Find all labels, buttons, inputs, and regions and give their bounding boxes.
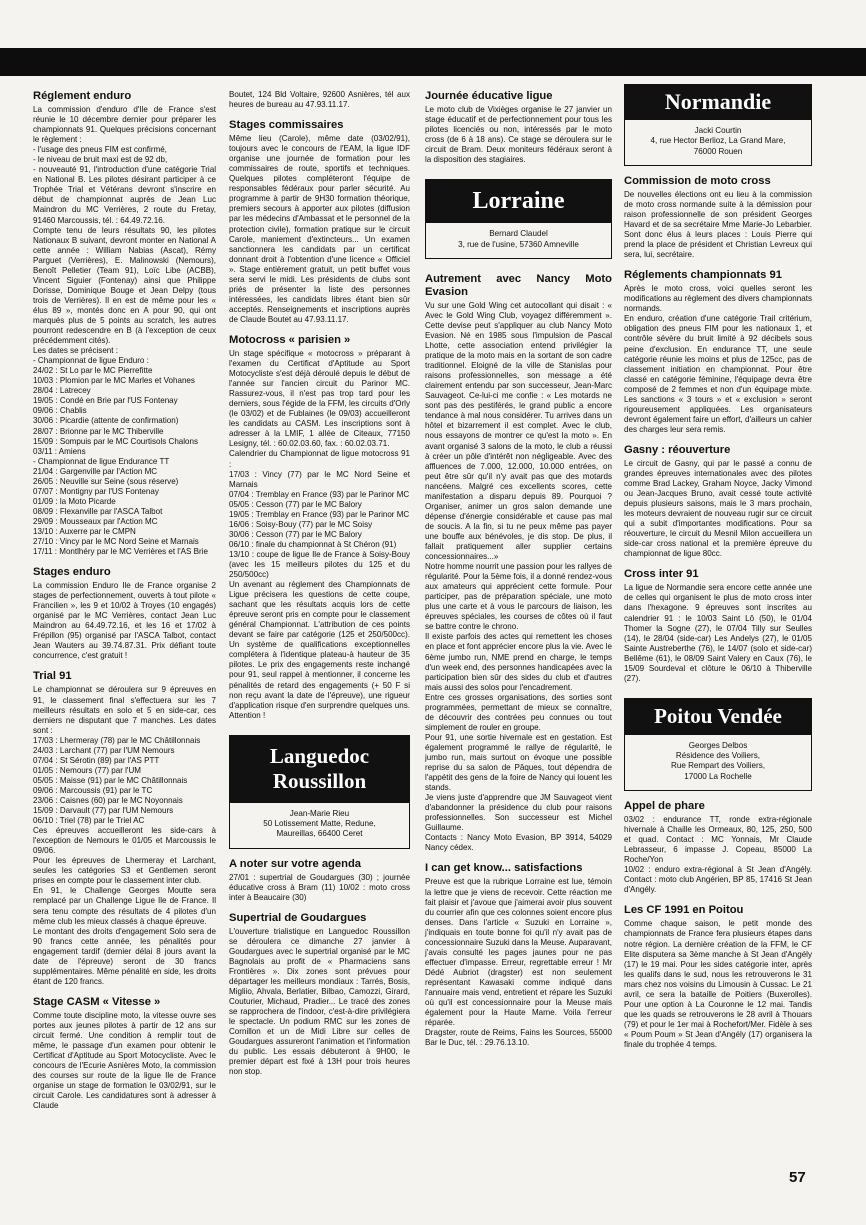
contact-address: 3, rue de l'usine, 57360 Amneville xyxy=(458,239,579,249)
heading-trial-91: Trial 91 xyxy=(33,670,72,683)
date-line: 19/05 : Condé en Brie par l'US Fontenay xyxy=(33,396,178,406)
date-line: - Championnat de ligue Enduro : xyxy=(33,356,149,366)
date-line: - Championnat de ligue Endurance TT xyxy=(33,456,170,466)
date-line: 01/05 : Nemours (77) par l'UM xyxy=(33,765,141,775)
page-number: 57 xyxy=(789,1169,806,1186)
paragraph: Je viens juste d'apprendre que JM Sauvageot vient d'abandonner la présidence du club pour raisons professionnelles. Son successeur est Michel Guillaume. xyxy=(425,793,612,833)
column-3 xyxy=(425,90,612,1048)
region-title: Lorraine xyxy=(426,180,611,223)
paragraph: - le niveau de bruit maxi est de 92 db, xyxy=(33,155,168,165)
paragraph: Le circuit de Gasny, qui par le passé a connu de grandes épreuves internationales avec des pilotes comme Brad Lackey, Graham Noyce, Jacky Vimond ou Jean-Jacques Bruno, avait cessé toute activité depuis plusieurs saisons, mais le 3 mars prochain, les moteurs devraient de nouveau rugir sur ce circuit qui a subit d'importantes modifications. Pour sa réouverture, le circuit du Mesnil Milon accueillera un side-car cross national et la première épreuve du championnat de ligue 80cc. xyxy=(624,458,812,559)
paragraph: Les dates se précisent : xyxy=(33,346,118,356)
date-line: 24/02 : St Lo par le MC Pierrefitte xyxy=(33,366,153,376)
enduro-dates-list xyxy=(33,356,216,557)
paragraph: Pour 91, une sortie hivernale est en gestation. Est également programmé le rallye de régularité, le jumbo run, mais surtout on évoque une possible reprise du sa salon de Pâques, tout dépendra de l'appétit des gens de la foire de Nancy qui louent les stands. xyxy=(425,732,612,793)
paragraph: Un stage spécifique « motocross » préparant à l'examen du Certificat d'Aptitude au Sport Motocycliste s'est déjà déroulé depuis le début de l'année sur l'ancien circuit du Parinor MC. Rassurez-vous, il n'est pas trop tard pour les derniers, sous l'égide de la FFM, les circuits d'Orly (le 03/02) et de Fublaines (le 09/03) accueilleront les candidats au CASM. Les inscriptions sont à adresser à la LMIF, 1 allée de Citeaux, 77150 Lesigny, tél. : 60.02.03.60, fax. : 60.02.03.71. xyxy=(229,348,410,449)
date-line: 26/05 : Neuville sur Seine (sous réserve) xyxy=(33,476,179,486)
paragraph: Un avenant au règlement des Championnats de Ligue précisera les questions de cette coupe, sachant que les résultats acquis lors de cette épreuve seront pris en compte pour le classement général Championnat. L'attribution de ces points devant se faire par catégorie (125 et 250/500cc). Un système de qualifications exceptionnelles complétera à l'identique plateau-à hauteur de 35 pilotes. Le prix des engagements reste inchangé pour 91, seul rappel à mentionner, il concerne les pénalités de retard des engagements (+ 50 F si non reçu avant la date de l'épreuve), une rigueur d'application risque d'en surprendre quelques uns. Attention ! xyxy=(229,580,410,720)
contact-address: 4, rue Hector Berlioz, La Grand Mare, xyxy=(650,136,786,146)
heading-supertrial: Supertrial de Goudargues xyxy=(229,911,367,924)
paragraph: Notre homme nourrit une passion pour les rallyes de régularité. Pour la 5ème fois, il a donné rendez-vous aux amateurs qui apprécient cette formule. Pour participer, pas de préparation spéciale, une moto plus une carte et à vous le parcours de liaison, les épreuves spéciales, les courses de côtes où il faut se battre contre le chrono. xyxy=(425,562,612,632)
date-line: 17/03 : Lhermeray (78) par le MC Châtillonnais xyxy=(33,735,201,745)
date-line: 09/06 : Chablis xyxy=(33,406,87,416)
heading-reglements-championnats: Réglements championnats 91 xyxy=(624,269,782,282)
date-line: 28/07 : Brionne par le MC Thiberville xyxy=(33,426,164,436)
heading-stages-enduro: Stages enduro xyxy=(33,566,111,579)
trial-dates-list xyxy=(33,736,216,826)
paragraph: La commission Enduro Ile de France organise 2 stages de perfectionnement, ouverts à tout pilote « Francilien », les 9 et 10/02 à Troyes (10 engagés) organisé par le MC Verrières, contact Jean Luc Maindron au 64.49.72.16, et les 16 et 17/02 à Frépillon (95) organisé par l'ASCA Talbot, contact Jean Wauters au 39.74.87.31. Prix défiant toute concurrence, c'est gratuit ! xyxy=(33,581,216,661)
date-line: 01/09 : la Moto Picarde xyxy=(33,496,116,506)
date-line: 07/04 : St Sérotin (89) par l'AS PTT xyxy=(33,755,160,765)
date-line: 16/06 : Soisy-Bouy (77) par le MC Soisy xyxy=(229,519,373,529)
heading-stages-commissaires: Stages commissaires xyxy=(229,119,344,132)
paragraph: Dragster, route de Reims, Fains les Sources, 55000 Bar le Duc, tél. : 29.76.13.10. xyxy=(425,1028,612,1048)
paragraph: - l'usage des pneus FIM est confirmé, xyxy=(33,145,167,155)
paragraph: Même lieu (Carole), même date (03/02/91), toujours avec le concours de l'EAM, la ligue IDF organise une journée de formation pour les commissaires de route, sportifs et techniques. Quelques pilotes compléteront l'équipe de responsables fédéraux pour parler sécurité. Au programme à partir de 9H30 formation théorique, premiers secours à apporter aux pilotes (diffusion par les médecins d'Ambassat et le personnel de la protection civile), formation pratique sur le circuit Carole, maniement d'extincteurs... Un examen sanctionnera les candidats par un certificat donnant droit à l'obtention d'une licence « Officiel ». Stage entièrement gratuit, un petit buffet vous sera servi le midi. Les présidents de clubs sont priés de présenter la liste des personnes intéressées, les candidats libres étant bien sûr acceptés. Renseignements et inscriptions auprès de Claude Boutet au 47.93.11.17. xyxy=(229,134,410,324)
paragraph: Boutet, 124 Bld Voltaire, 92600 Asnières, tél aux heures de bureau au 47.93.11.17. xyxy=(229,90,410,110)
contact-city: Maureillas, 66400 Ceret xyxy=(276,829,363,839)
date-line: 13/10 : Auxerre par le CMPN xyxy=(33,526,136,536)
heading-appel-de-phare: Appel de phare xyxy=(624,800,705,813)
heading-motocross-parisien: Motocross « parisien » xyxy=(229,333,351,346)
region-title xyxy=(230,736,409,803)
date-line: 06/10 : Triel (78) par le Triel AC xyxy=(33,816,145,826)
heading-nancy-moto-evasion: Autrement avec Nancy Moto Evasion xyxy=(425,272,612,298)
contact-name: Bernard Claudel xyxy=(489,229,548,239)
date-line: 03/11 : Amiens xyxy=(33,446,86,456)
region-box-lorraine xyxy=(425,179,612,259)
heading-agenda: A noter sur votre agenda xyxy=(229,857,361,870)
contact-city: 76000 Rouen xyxy=(693,146,743,156)
heading-journee-educative: Journée éducative ligue xyxy=(425,90,553,102)
paragraph: 10/02 : enduro extra-régional à St Jean d'Angély. Contact : moto club Angérien, BP 85, 17416 St Jean d'Angély. xyxy=(624,865,812,895)
top-black-banner xyxy=(0,48,866,76)
date-line: 27/10 : Vincy par le MC Nord Seine et Marnais xyxy=(33,537,199,547)
contact-address: Résidence des Voiliers, xyxy=(675,751,761,761)
contact-address: 50 Lotissement Matte, Redune, xyxy=(263,819,376,829)
paragraph: De nouvelles élections ont eu lieu à la commission de moto cross normande suite à la démission pour raison professionnelle de son président Georges Havard et de sa secrétaire Mme Marie-Jo Lebarbier. Sont donc élus à leurs places : Louis Pierre qui prend la place de président et Christian Levreux qui sera, lui, secrétaire. xyxy=(624,189,812,260)
paragraph: L'ouverture trialistique en Languedoc Roussillon se déroulera ce dimanche 27 janvier à Goudargues avec le supertrial organisé par le MC Bagnolais au profit de « Pharmaciens sans Frontières ». Dix zones sont prévues pour départager les meilleurs mondiaux : Tarrés, Bosis, Migliio, Ahvala, Berlatier, Bilbao, Camozzi, Girard, Couturier, Michaud, Pradier... Le tracé des zones se rapprochera de l'indoor, c'est-à-dire privilégiera le spectacle. Un podium RMC sur les zones de Cornillon et un de Midi Libre sur celles de Goudargues assureront l'animation et l'information du public. Les essais débuteront à 9H00, le premier départ est fixé à 13H pour trois heures non stop. xyxy=(229,926,410,1077)
contact-name: Georges Delbos xyxy=(688,740,748,750)
date-line: 29/09 : Mousseaux par l'Action MC xyxy=(33,516,158,526)
region-title: Normandie xyxy=(625,85,811,120)
contact-name: Jean-Marie Rieu xyxy=(289,808,350,818)
date-line: 10/03 : Plomion par le MC Marles et Vohanes xyxy=(33,376,195,386)
contact-city: 17000 La Rochelle xyxy=(684,771,752,781)
paragraph: En enduro, création d'une catégorie Trail critérium, obligation des pneus FIM pour les nationaux 1, et contrôle sévère du bruit limité à 92 décibels sous peine d'exclusion. En endurance TT, une seule catégorie réunie les moins et plus de 125cc, pas de classement initiation en championnat. Pour être classé en catégorie féminine, l'équipage devra être composé de 2 femmes et non d'un équipage mixte. Les sanctions « 3 tours » et « exclusion » seront rigoureusement appliquées. Les organisateurs devront également faire un effort, d'ailleurs un cahier des charges leur sera remis. xyxy=(624,314,812,434)
date-line: 28/04 : Latrecey xyxy=(33,386,91,396)
paragraph: 27/01 : supertrial de Goudargues (30) ; journée éducative cross à Bram (11) 10/02 : moto cross inter à Beaucaire (30) xyxy=(229,872,410,902)
region-title-line: Languedoc xyxy=(269,743,370,768)
contact-address: Rue Rempart des Voiliers, xyxy=(670,761,766,771)
motocross-dates-list xyxy=(229,470,410,581)
date-line: 21/04 : Gargenville par l'Action MC xyxy=(33,466,158,476)
heading-commission-moto-cross: Commission de moto cross xyxy=(624,174,771,187)
column-4 xyxy=(624,84,812,1050)
date-line: 15/09 : Sompuis par le MC Courtisols Chalons xyxy=(33,436,199,446)
date-line: 05/05 : Cesson (77) par le MC Balory xyxy=(229,499,362,509)
date-line: 08/09 : Flexanville par l'ASCA Talbot xyxy=(33,506,163,516)
paragraph: Pour les épreuves de Lhermeray et Larchant, seules les catégories S3 et Gentlemen seront prises en compte pour le classement inter club. xyxy=(33,856,216,886)
contact-name: Jacki Courtin xyxy=(694,126,742,135)
region-box-languedoc xyxy=(229,735,410,849)
heading-reglement-enduro: Réglement enduro xyxy=(33,90,132,102)
paragraph: La commission d'enduro d'Ile de France s'est réunie le 10 décembre dernier pour préparer les championnats 91. Quelques précisions concernant le règlement : xyxy=(33,105,216,145)
region-contact xyxy=(625,120,811,165)
column-2 xyxy=(229,90,410,1077)
paragraph: Vu sur une Gold Wing cet autocollant qui disait : « Avec le Gold Wing Club, voyagez différemment ». Cette devise peut s'appliquer au club Nancy Moto Evasion. Né en 1985 sous l'impulsion de Pascal Lhotte, cette association entend privilégier la pratique de la moto mais en la sortant de son cadre traditionnel. Eloigné de la ville de Stanislas pour raisons professionnelles, son message a été clairement entendu par son successeur, Jean-Marc Sauvageot. Ce-lui-ci me confie : « Les motards ne sont pas des pestiférés, le grand public a encore tendance à mal nous considérer. Tu arrives dans un hôtel et bizarrement il est complet. Avec le club, nous essayons de montrer ce qu'est la moto ». En avant organisé 3 salons de la moto, le club a réussi à créer un pôle d'intérêt non négligeable. Avec des affluences de 7.000, 12.000, 10.000 entrées, on peut être sûr qu'il n'y avait pas que des motards nancéens. Malgré ces excellents scores, cette manifestation a disparu depuis 89. Pourquoi ? Organiser, animer un gros salon demande une dépense d'énergie considérable et cause pas mal de soucis. A la fin, si tu ne peux même pas payer une bouffe aux bénévoles, je dis stop. De plus, il fallait pratiquement aller supplier certains concessionnaires...» xyxy=(425,300,612,562)
paragraph: Compte tenu de leurs résultats 90, les pilotes Nationaux B suivant, devront monter en National A cette année : William Nabias (Ascat), Rémy Parguet (Verrières), E. Malinowski (Nemours), Benoît Pelletier (Team 91), Loïc Libe (ACBB), Vincent Siguier (Fontenay) ainsi que Philippe Dorisse, Dominique Bouge et Jean Delpy (tous trois de Verrières). Il en est de même pour les « élus 89 », montés donc en A pour 90, qui ont marqués plus de 5 points au scratch, les autres pourront redescendre en B (à l'exception de ceux précédemment cités). xyxy=(33,225,216,346)
heading-stage-casm: Stage CASM « Vitesse » xyxy=(33,995,161,1008)
paragraph: Comme toute discipline moto, la vitesse ouvre ses portes aux jeunes pilotes à partir de 12 ans sur circuit fermé. Une condition à remplir tout de même, le passage d'un examen pour obtenir le Certificat d'Aptitude au Sport Motocycliste. Avec le concours de l'Ecurie Asnières Moto, la commission des courses sur route de la ligue Ile de France organise un stage de formation le 03/02/91, sur le circuit Carole. Les candidatures sont à adresser à Claude xyxy=(33,1010,216,1111)
paragraph: Contacts : Nancy Moto Evasion, BP 3914, 54029 Nancy cédex. xyxy=(425,833,612,853)
paragraph: Le championnat se déroulera sur 9 épreuves en 91, le classement final s'effectuera sur les 7 meilleurs résultats en solo et 5 en side-car, ces derniers ne disputant que 7 manches. Les dates sont : xyxy=(33,685,216,735)
date-line: 23/06 : Caisnes (60) par le MC Noyonnais xyxy=(33,796,183,805)
region-contact xyxy=(230,803,409,848)
date-line: 24/03 : Larchant (77) par l'UM Nemours xyxy=(33,745,175,755)
column-1 xyxy=(33,90,216,1111)
region-contact xyxy=(426,223,611,258)
date-line: 09/06 : Marcoussis (91) par le TC xyxy=(33,785,153,795)
date-line: 06/10 : finale du championnat à St Chéron (91) xyxy=(229,539,397,549)
date-line: 30/06 : Cesson (77) par le MC Balory xyxy=(229,529,362,539)
paragraph: La ligue de Normandie sera encore cette année une de celles qui organisent le plus de moto cross inter dans l'hexagone. 9 épreuves sont inscrites au calendrier 91 : le 10/03 Saint Lô (50), le 01/04 Thomer la Sogne (27), le 07/04 Tilly sur Seulles (14), le 28/04 (side-car) Les Andelys (27), le 01/05 Sainte Austreberthe (76), le 14/07 (solo et side-car) Bellême (61), le 08/09 Saint Valery en Caux (76), le 15/09 Sourdeval et clôture le 06/10 à Thiberville (27). xyxy=(624,583,812,683)
date-line: 07/07 : Montigny par l'US Fontenay xyxy=(33,486,159,496)
date-line: 30/06 : Picardie (attente de confirmation) xyxy=(33,416,179,426)
paragraph: En 91, le Challenge Georges Moutte sera remplacé par un Challenge Ligue Ile de France. Il sera tenu compte des résultats de 4 pilotes d'un même club les mieux classés à chaque épreuve. xyxy=(33,886,216,926)
paragraph: Preuve est que la rubrique Lorraine est lue, témoin la lettre que je viens de recevoir. Cette réaction me fait plaisir et j'avoue que j'aimerai avoir plus souvent du courrier afin que ces colonnes soient encore plus denses. Dans l'article « Suzuki en Lorraine », j'indiquais en toute bonne foi qu'il n'y avait pas de concessionnaire Suzuki dans la Meuse. Auparavant, j'avais consulté les pages jaunes pour ne pas effectuer d'impasse. Erreur, regrettable erreur ! Mr Dédé Aubriot (dragster) est non seulement représentant Kawasaki comme indiqué dans l'annuaire mais vend, entretient et répare les Suzuki où qu'il est concessionnaire pour la Meuse mais également pour la Haute Marne. Voila l'erreur réparée. xyxy=(425,877,612,1028)
paragraph: Le montant des droits d'engagement Solo sera de 90 francs cette année, les pénalités pour engagement tardif (dernier délai 8 jours avant la date de l'épreuve) seront de 30 francs supplémentaires. Même pénalité en side, les droits étant de 120 francs. xyxy=(33,926,216,986)
region-title: Poitou Vendée xyxy=(625,699,811,735)
paragraph: 03/02 : endurance TT, ronde extra-régionale hivernale à Chaille les Ormeaux, 80, 125, 250, 500 et quad. Contact : MC Yonnais, Mr Claude Lebrasseur, 6 impasse J. Copeau, 85000 La Roche/Yon xyxy=(624,815,812,865)
date-line: 17/11 : Montlhéry par le MC Verrières et l'AS Brie xyxy=(33,547,208,557)
date-line: 15/09 : Darvault (77) par l'UM Nemours xyxy=(33,806,174,816)
date-line: 07/04 : Tremblay en France (93) par le Parinor MC xyxy=(229,489,410,499)
region-title-line: Roussillon xyxy=(272,768,367,793)
date-line: 19/05 : Tremblay en France (93) par le Parinor MC xyxy=(229,509,410,519)
date-line: 05/05 : Maisse (91) par le MC Châtillonnais xyxy=(33,775,188,785)
heading-cf-1991-poitou: Les CF 1991 en Poitou xyxy=(624,904,744,917)
paragraph: Le moto club de Vixièges organise le 27 janvier un stage éducatif et de perfectionnement pour tous les pilotes licenciés ou non, intéressés par le moto cross (de 6 à 18 ans). Ce stage se déroulera sur le circuit de Bram. Deux moniteurs fédéraux seront à la disposition des stagiaires. xyxy=(425,105,612,165)
region-contact xyxy=(625,735,811,790)
paragraph: Ces épreuves accueilleront les side-cars à l'exception de Nemours le 01/05 et Marcoussis le 09/06. xyxy=(33,826,216,856)
paragraph: Comme chaque saison, le petit monde des championnats de France fera plusieurs étapes dans notre région. La dernière création de la FFM, le CF Elite disputera sa 3ème manche à St Jean d'Angély (17) le 19 mai. Pour les sides catégorie inter, après les qualifs dans le sud, nous les retrouverons le 31 mars chez nos voisins du Limousin à Cussac. Le 21 avril, ce sera la bataille de Poitiers (Buxerolles). Pour une option à La Couronne le 12 mai. Tandis que les quads se retrouverons le 28 avril à Thouars (79) et pour le 1er mai à Rochefort/Mer. Fidèle à ses « Poum Poum » St Jean d'Angély (17) organisera la finale du trophée 4 temps. xyxy=(624,919,812,1049)
paragraph: - nouveauté 91, l'introduction d'une catégorie Trial en National B. Les pilotes désirant participer à ce Trophée Trial et Vétérans devront s'inscrire en début de championnat auprès de Jean Luc Maindron du MC Verrières, 2 route du Fretay, 91460 Marcoussis, tél. : 64.49.72.16. xyxy=(33,165,216,225)
paragraph: Calendrier du Championnat de ligue motocross 91 : xyxy=(229,449,410,469)
paragraph: Entre ces grosses organisations, des sorties sont programmées, permettant de mieux se connaître, de découvrir des contrées peu connues ou tout simplement de rouler en groupe. xyxy=(425,692,612,732)
region-box-normandie xyxy=(624,84,812,166)
paragraph: Il existe parfois des actes qui remettent les choses en place et font apprécier encore plus la vie. Avec le 6ème jumbo run, NME prend en charge, le temps d'un week end, des personnes handicapées avec la participation bien sûr des sides du club et d'autres mais aussi des solos pour l'encadrement. xyxy=(425,632,612,692)
date-line: 17/03 : Vincy (77) par le MC Nord Seine et Marnais xyxy=(229,469,410,489)
heading-cross-inter: Cross inter 91 xyxy=(624,568,699,581)
date-line: 13/10 : coupe de ligue Ile de France à Soisy-Bouy (avec les 15 meilleurs pilotes du 125 et du 250/500cc) xyxy=(229,549,410,580)
paragraph: Après le moto cross, voici quelles seront les modifications au règlement des divers championnats normands. xyxy=(624,284,812,314)
heading-satisfactions: I can get know... satisfactions xyxy=(425,862,583,875)
heading-gasny: Gasny : réouverture xyxy=(624,443,731,456)
region-box-poitou-vendee xyxy=(624,698,812,791)
